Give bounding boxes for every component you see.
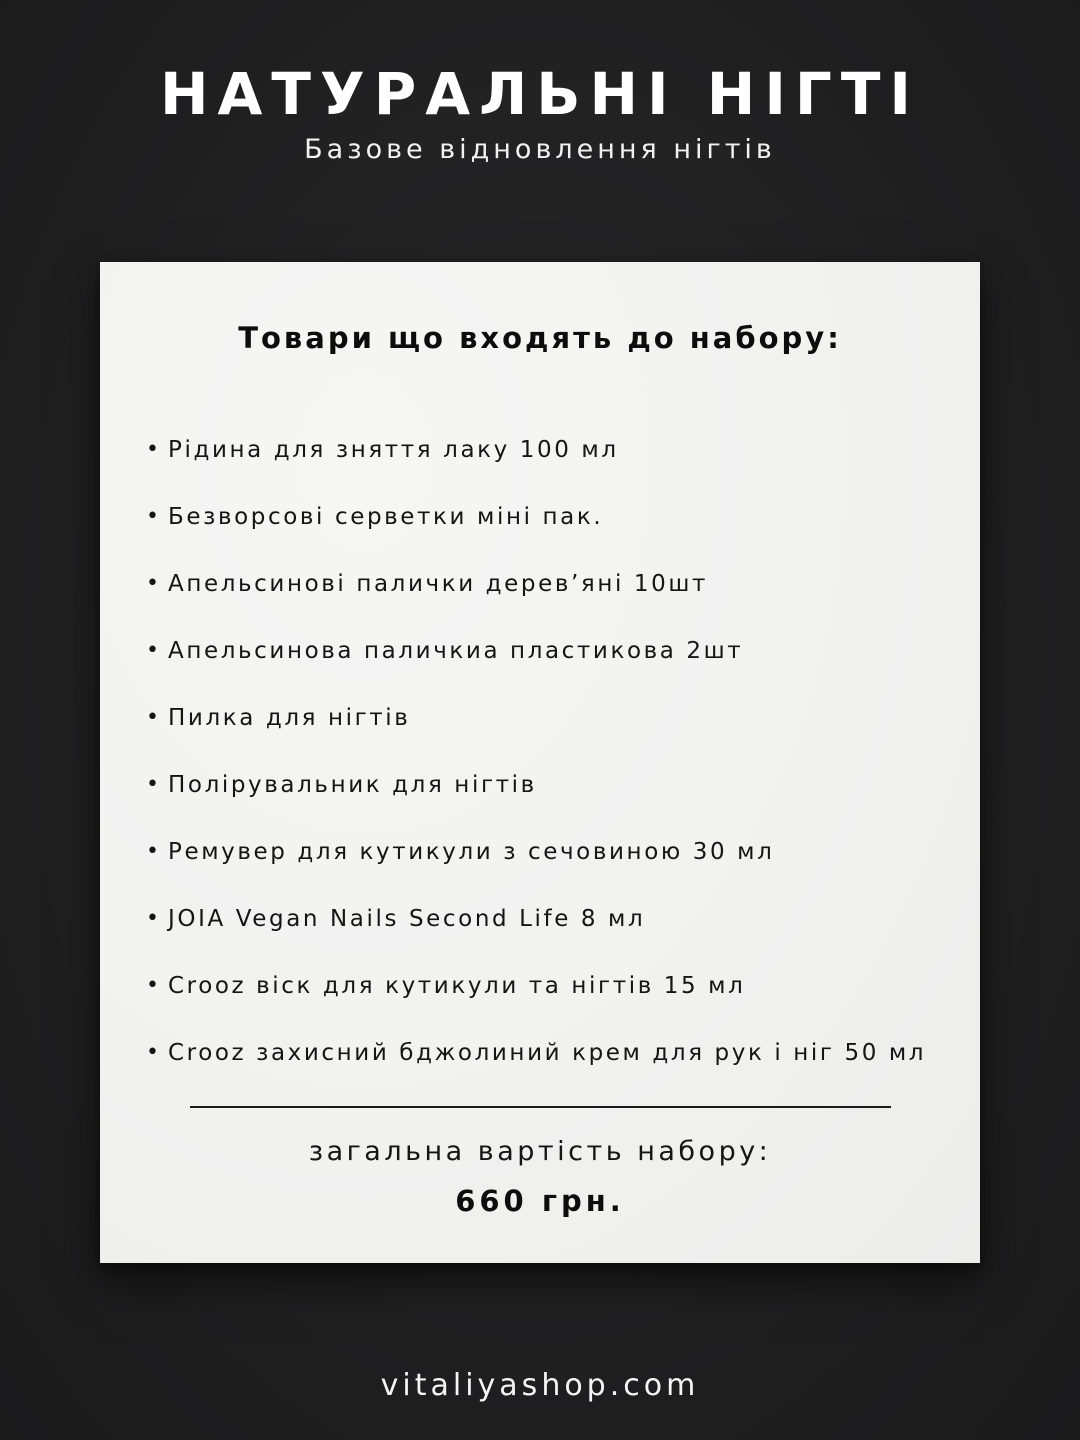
- bullet-icon: •: [146, 571, 162, 596]
- list-item: [146, 564, 976, 631]
- list-item-label: Апельсинові палички дерев’яні 10шт: [168, 571, 709, 597]
- list-item: [146, 765, 976, 832]
- list-item-label: Ремувер для кутикули з сечовиною 30 мл: [168, 839, 775, 865]
- bullet-icon: •: [146, 973, 162, 998]
- list-item: [146, 899, 976, 966]
- page-subtitle: Базове відновлення нігтів: [304, 134, 776, 165]
- list-item: [146, 1033, 976, 1100]
- website-link[interactable]: vitaliyashop.com: [380, 1368, 700, 1403]
- list-item: [146, 966, 976, 1033]
- list-item: [146, 430, 976, 497]
- list-item: [146, 497, 976, 564]
- bullet-icon: •: [146, 772, 162, 797]
- list-item-label: Безворсові серветки міні пак.: [168, 504, 604, 530]
- bullet-icon: •: [146, 906, 162, 931]
- list-item-label: Полірувальник для нігтів: [168, 772, 537, 798]
- card-heading: Товари що входять до набору:: [238, 321, 842, 355]
- list-item: [146, 631, 976, 698]
- total-price: 660 грн.: [455, 1184, 625, 1218]
- product-list: [146, 430, 976, 1100]
- bullet-icon: •: [146, 839, 162, 864]
- total-label: загальна вартість набору:: [308, 1136, 772, 1167]
- list-item-label: Рідина для зняття лаку 100 мл: [168, 437, 619, 463]
- bullet-icon: •: [146, 1040, 162, 1065]
- list-item: [146, 832, 976, 899]
- bullet-icon: •: [146, 638, 162, 663]
- list-item-label: JOIA Vegan Nails Second Life 8 мл: [168, 906, 646, 932]
- list-item-label: Пилка для нігтів: [168, 705, 411, 731]
- bullet-icon: •: [146, 504, 162, 529]
- list-item-label: Crooz захисний бджолиний крем для рук і ніг 50 мл: [168, 1040, 927, 1066]
- list-item-label: Апельсинова паличкиа пластикова 2шт: [168, 638, 744, 664]
- bullet-icon: •: [146, 705, 162, 730]
- divider: [190, 1106, 891, 1108]
- list-item: [146, 698, 976, 765]
- list-item-label: Crooz віск для кутикули та нігтів 15 мл: [168, 973, 746, 999]
- bullet-icon: •: [146, 437, 162, 462]
- page-title: НАТУРАЛЬНІ НІГТІ: [159, 60, 921, 128]
